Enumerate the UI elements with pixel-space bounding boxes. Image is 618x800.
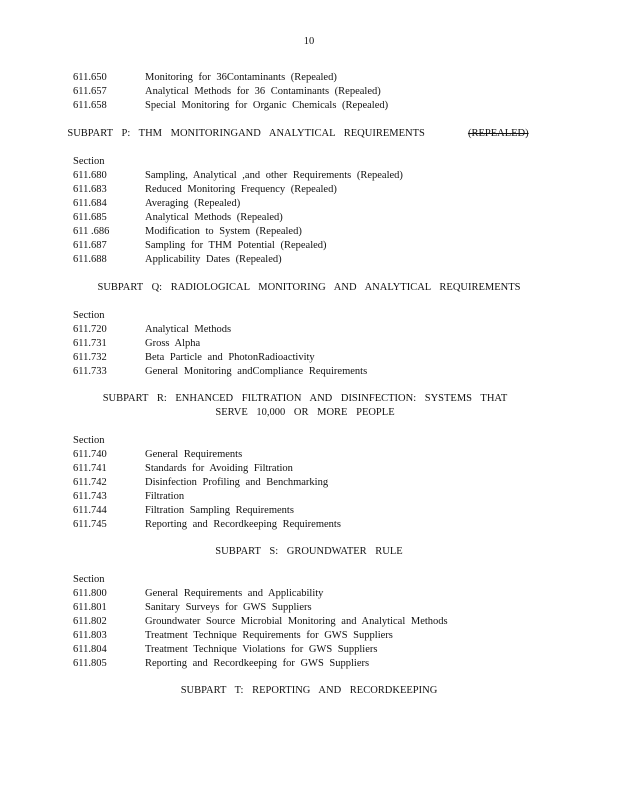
toc-row (73, 239, 327, 253)
section-title: General Monitoring andCompliance Requirements (145, 366, 368, 377)
toc-row (73, 71, 337, 85)
toc-row (73, 169, 403, 183)
section-number: 611.744 (73, 505, 107, 516)
section-number: 611.733 (73, 366, 107, 377)
subpart-heading-q: SUBPART Q: RADIOLOGICAL MONITORING AND ANALYTICAL REQUIREMENTS (97, 282, 521, 293)
section-number: 611.741 (73, 463, 107, 474)
toc-row (73, 657, 369, 671)
section-number: 611.732 (73, 352, 107, 363)
toc-row (73, 197, 240, 211)
section-number: 611.743 (73, 491, 107, 502)
subpart-heading-p (60, 127, 558, 141)
section-title: General Requirements (145, 449, 243, 460)
section-number: 611.658 (73, 100, 107, 111)
toc-row (73, 629, 393, 643)
section-title: Standards for Avoiding Filtration (145, 463, 293, 474)
section-number: 611.803 (73, 630, 107, 641)
toc-row (73, 337, 200, 351)
section-label: Section (73, 310, 105, 321)
toc-row (73, 601, 312, 615)
toc-row (73, 504, 294, 518)
section-title: Groundwater Source Microbial Monitoring and Analytical Methods (145, 616, 448, 627)
toc-row (73, 462, 293, 476)
struck-repealed-text: (REPEALED) (467, 128, 529, 139)
section-number: 611.680 (73, 170, 107, 181)
section-title: Gross Alpha (145, 338, 201, 349)
toc-row (73, 643, 377, 657)
section-title: Analytical Methods for 36 Contaminants (Repealed) (145, 86, 381, 97)
subpart-heading-text: SUBPART P: THM MONITORINGAND ANALYTICAL REQUIREMENTS (67, 128, 425, 139)
toc-row (73, 323, 231, 337)
toc-row (73, 615, 448, 629)
section-number: 611.801 (73, 602, 107, 613)
section-title: Treatment Technique Violations for GWS Suppliers (145, 644, 378, 655)
section-title: Analytical Methods (Repealed) (145, 212, 283, 223)
page-number: 10 (303, 36, 315, 47)
toc-row (73, 518, 341, 532)
toc-row (73, 253, 282, 267)
toc-row (73, 225, 302, 239)
section-number: 611.804 (73, 644, 107, 655)
toc-row (73, 183, 337, 197)
section-title: Treatment Technique Requirements for GWS Suppliers (145, 630, 393, 641)
toc-row (73, 476, 328, 490)
section-title: Special Monitoring for Organic Chemicals (Repealed) (145, 100, 389, 111)
section-title: Monitoring for 36Contaminants (Repealed) (145, 72, 337, 83)
section-number: 611.740 (73, 449, 107, 460)
section-number: 611.802 (73, 616, 107, 627)
section-title: Applicability Dates (Repealed) (145, 254, 282, 265)
section-title: Reporting and Recordkeeping Requirements (145, 519, 341, 530)
toc-row (73, 587, 323, 601)
section-title: Sampling, Analytical ,and other Requirements (Repealed) (145, 170, 403, 181)
section-number: 611.687 (73, 240, 107, 251)
toc-row (73, 351, 315, 365)
subpart-heading-t: SUBPART T: REPORTING AND RECORDKEEPING (180, 685, 438, 696)
section-number: 611.745 (73, 519, 107, 530)
section-title: Analytical Methods (145, 324, 232, 335)
section-number: 611.742 (73, 477, 107, 488)
section-title: Filtration Sampling Requirements (145, 505, 294, 516)
toc-row (73, 365, 367, 379)
section-number: 611.688 (73, 254, 107, 265)
section-number: 611.684 (73, 198, 107, 209)
section-number: 611.683 (73, 184, 107, 195)
section-title: Reporting and Recordkeeping for GWS Suppliers (145, 658, 370, 669)
section-title: Reduced Monitoring Frequency (Repealed) (145, 184, 337, 195)
section-title: Sampling for THM Potential (Repealed) (145, 240, 327, 251)
toc-row (73, 490, 184, 504)
section-number: 611.685 (73, 212, 107, 223)
section-number: 611.805 (73, 658, 107, 669)
toc-row (73, 448, 242, 462)
section-number: 611.650 (73, 72, 107, 83)
subpart-heading-s: SUBPART S: GROUNDWATER RULE (215, 546, 403, 557)
section-title: Averaging (Repealed) (145, 198, 241, 209)
section-title: Sanitary Surveys for GWS Suppliers (145, 602, 312, 613)
section-number: 611.720 (73, 324, 107, 335)
toc-row (73, 211, 283, 225)
subpart-heading-r: SUBPART R: ENHANCED FILTRATION AND DISINFECTION: SYSTEMS THAT SERVE 10,000 OR MORE PEOPLE (102, 393, 508, 418)
section-number: 611 .686 (73, 226, 110, 237)
section-number: 611.657 (73, 86, 107, 97)
section-label: Section (73, 574, 105, 585)
toc-row (73, 85, 381, 99)
section-number: 611.800 (73, 588, 107, 599)
section-label: Section (73, 156, 105, 167)
toc-row (73, 99, 388, 113)
section-title: General Requirements and Applicability (145, 588, 324, 599)
section-title: Beta Particle and PhotonRadioactivity (145, 352, 315, 363)
section-label: Section (73, 435, 105, 446)
section-number: 611.731 (73, 338, 107, 349)
section-title: Modification to System (Repealed) (145, 226, 302, 237)
section-title: Disinfection Profiling and Benchmarking (145, 477, 329, 488)
section-title: Filtration (145, 491, 185, 502)
